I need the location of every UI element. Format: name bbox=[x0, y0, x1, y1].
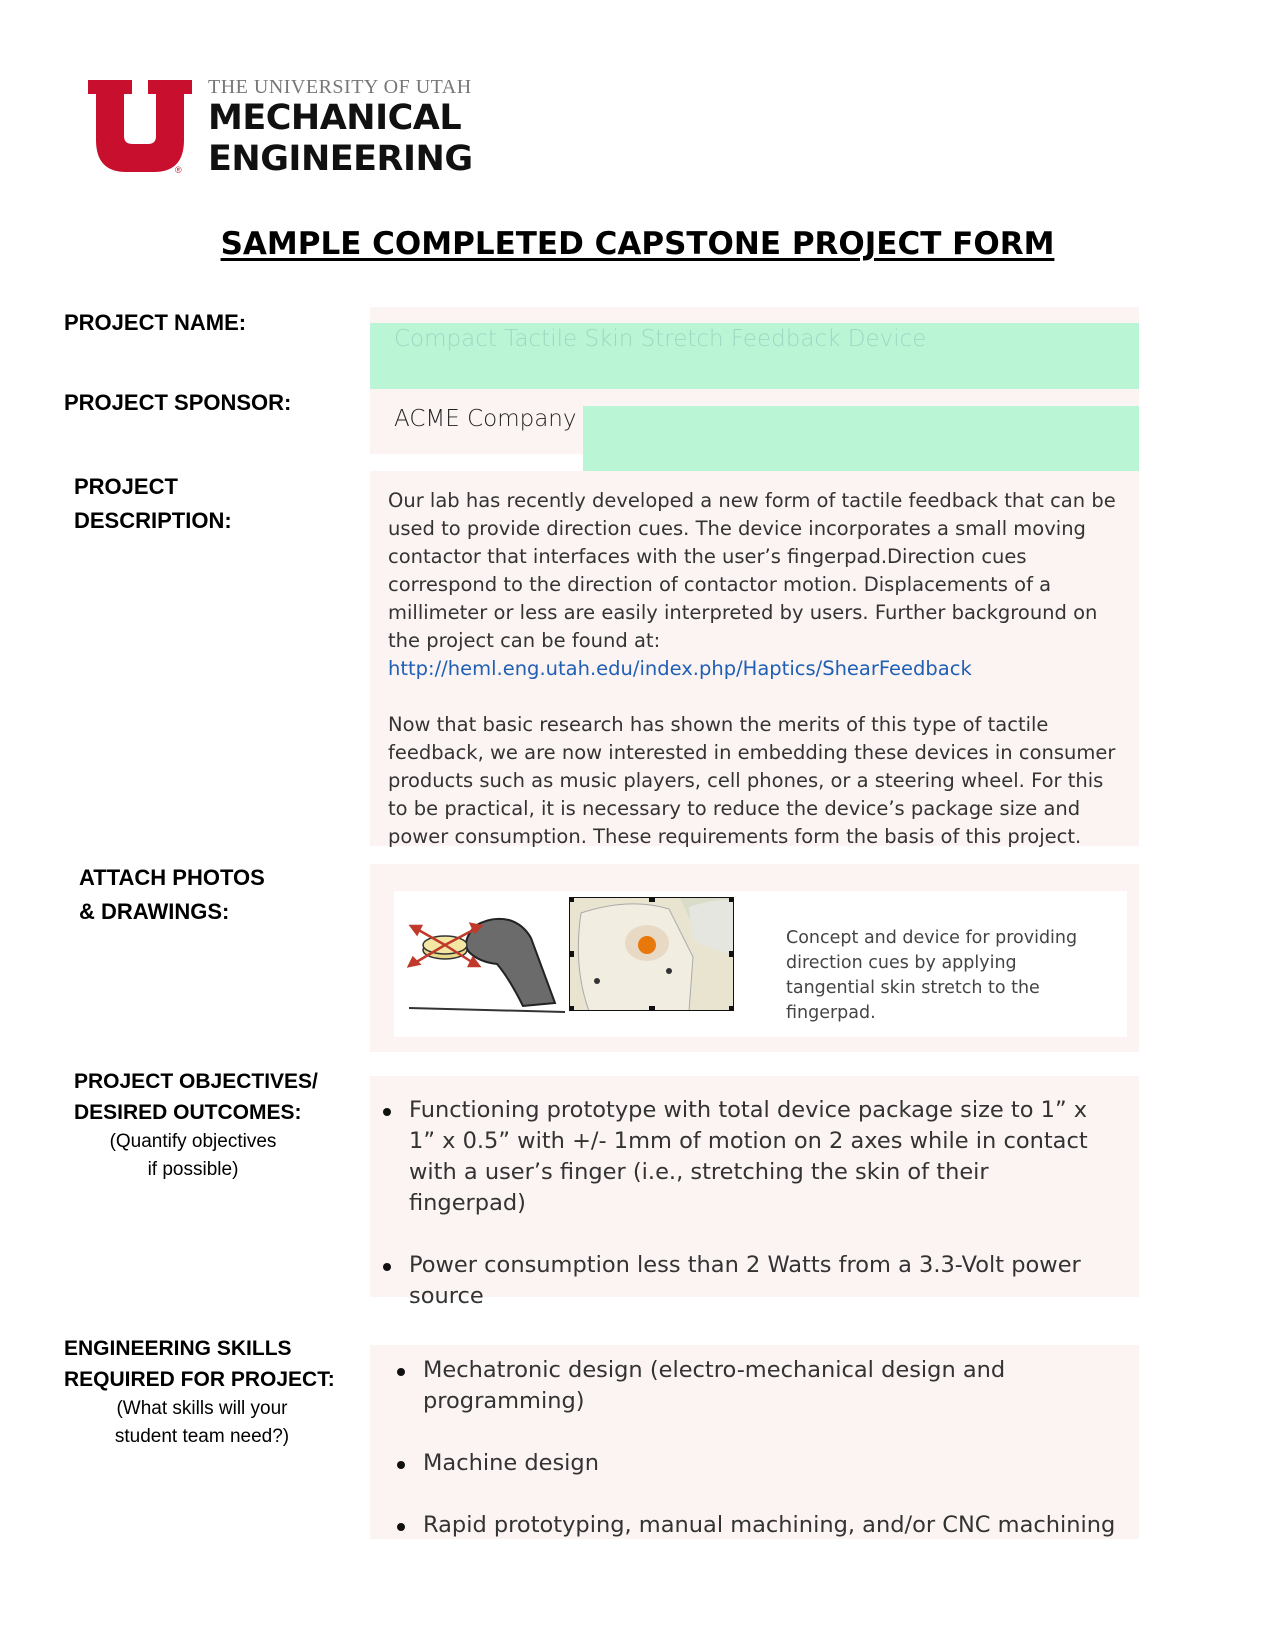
bullet-icon bbox=[397, 1523, 405, 1531]
skills-label-line1: ENGINEERING SKILLS bbox=[64, 1337, 292, 1360]
form-title: SAMPLE COMPLETED CAPSTONE PROJECT FORM bbox=[220, 226, 1055, 262]
skills-label-line2: REQUIRED FOR PROJECT: bbox=[64, 1368, 335, 1391]
project-description-label bbox=[74, 470, 232, 538]
device-photo-image bbox=[569, 897, 734, 1011]
project-sponsor-value[interactable]: ACME Company bbox=[394, 406, 577, 432]
skill-item-text: Machine design bbox=[423, 1450, 599, 1476]
skill-item bbox=[423, 1510, 1123, 1541]
department-name-line2: ENGINEERING bbox=[208, 139, 473, 179]
project-description-text[interactable] bbox=[388, 487, 1123, 879]
bullet-icon bbox=[383, 1108, 391, 1116]
bullet-icon bbox=[383, 1263, 391, 1271]
attach-photos-label-line1: ATTACH PHOTOS bbox=[79, 865, 265, 890]
registered-mark: ® bbox=[175, 165, 182, 175]
attachment-caption: Concept and device for providing direction cues by applying tangential skin stretch to the fingerpad. bbox=[786, 928, 1078, 1023]
objective-item bbox=[409, 1250, 1109, 1312]
description-paragraph-2: Now that basic research has shown the merits of this type of tactile feedback, we are now interested in embedding these devices in consumer products such as music players, cell phones, or a steering wheel. For this to be practical, it is necessary to reduce the device’s package size and power consumption. These requirements form the basis of this project. bbox=[388, 713, 1116, 848]
skill-item bbox=[423, 1355, 1123, 1417]
objectives-hint-line1: (Quantify objectives bbox=[109, 1131, 277, 1152]
description-paragraph-1 bbox=[388, 487, 1123, 683]
objectives-label-line2: DESIRED OUTCOMES: bbox=[74, 1101, 302, 1124]
university-name: THE UNIVERSITY OF UTAH bbox=[208, 76, 472, 98]
bullet-icon bbox=[397, 1461, 405, 1469]
skills-label-group bbox=[64, 1333, 364, 1451]
skill-item-text: Mechatronic design (electro-mechanical design and programming) bbox=[423, 1357, 1006, 1414]
objectives-hint-line2: if possible) bbox=[147, 1159, 239, 1180]
objective-item-text: Functioning prototype with total device package size to 1” x 1” x 0.5” with +/- 1mm of motion on 2 axes while in contact with a user’s finger (i.e., stretching the skin of their fingerpad) bbox=[409, 1097, 1088, 1216]
skill-item-text: Rapid prototyping, manual machining, and/or CNC machining bbox=[423, 1512, 1116, 1538]
concept-drawing-image bbox=[405, 898, 575, 1013]
description-paragraph-1-text: Our lab has recently developed a new form of tactile feedback that can be used to provide direction cues. The device incorporates a small moving contactor that interfaces with the user’s fingerpad.Direction cues correspond to the direction of contactor motion. Displacements of a millimeter or less are easily interpreted by users. Further background on the project can be found at: bbox=[388, 489, 1116, 652]
bullet-icon bbox=[397, 1368, 405, 1376]
attach-photos-label bbox=[79, 861, 265, 929]
project-sponsor-highlight bbox=[583, 406, 1139, 471]
department-name-line1: MECHANICAL bbox=[208, 98, 462, 138]
skills-hint-line1: (What skills will your bbox=[116, 1398, 288, 1419]
objectives-label-line1: PROJECT OBJECTIVES/ bbox=[74, 1070, 318, 1093]
project-description-label-line1: PROJECT bbox=[74, 474, 178, 499]
objectives-label-group bbox=[58, 1066, 338, 1184]
university-u-logo bbox=[88, 80, 192, 172]
skills-hint-line2: student team need?) bbox=[114, 1426, 290, 1447]
attach-photos-label-line2: & DRAWINGS: bbox=[79, 899, 230, 924]
objective-item-text: Power consumption less than 2 Watts from a 3.3-Volt power source bbox=[409, 1252, 1081, 1309]
objective-item bbox=[409, 1095, 1109, 1219]
objectives-list[interactable] bbox=[409, 1095, 1109, 1312]
skills-list[interactable] bbox=[423, 1355, 1123, 1541]
skill-item bbox=[423, 1448, 1123, 1479]
project-sponsor-label: PROJECT SPONSOR: bbox=[64, 390, 292, 415]
project-description-label-line2: DESCRIPTION: bbox=[74, 508, 232, 533]
project-name-value: Compact Tactile Skin Stretch Feedback Device bbox=[394, 326, 927, 352]
project-background-link[interactable]: http://heml.eng.utah.edu/index.php/Haptics/ShearFeedback bbox=[388, 657, 972, 680]
project-name-label: PROJECT NAME: bbox=[64, 310, 247, 335]
